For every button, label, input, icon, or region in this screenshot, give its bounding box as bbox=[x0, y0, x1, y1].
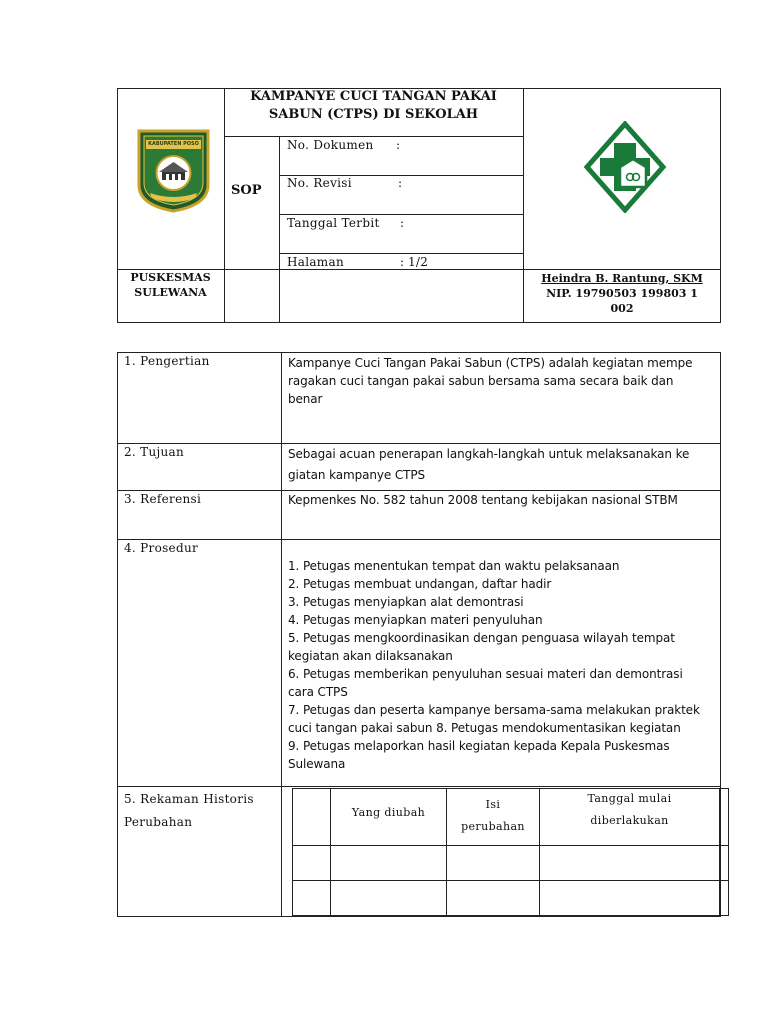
field-label: No. Revisi bbox=[287, 176, 352, 190]
procedure-item: 5. Petugas mengkoordinasikan dengan penguasa wilayah tempat bbox=[288, 631, 675, 645]
content-divider bbox=[117, 786, 721, 787]
procedure-item: Sulewana bbox=[288, 757, 346, 771]
field-no-dokumen bbox=[287, 138, 374, 152]
field-label: No. Dokumen bbox=[287, 138, 374, 152]
label-rekaman-line-1: 5. Rekaman Historis bbox=[124, 792, 254, 806]
content-divider bbox=[117, 539, 721, 540]
revision-divider bbox=[292, 880, 729, 881]
header-divider bbox=[279, 253, 523, 254]
referensi-text bbox=[288, 491, 718, 509]
revision-divider bbox=[719, 788, 720, 916]
signer-block bbox=[523, 271, 721, 316]
label-referensi: 3. Referensi bbox=[124, 492, 202, 506]
field-separator: : bbox=[398, 176, 403, 190]
header-divider bbox=[224, 136, 523, 137]
label-tujuan: 2. Tujuan bbox=[124, 445, 185, 459]
label-rekaman-line-2: Perubahan bbox=[124, 815, 193, 829]
content-divider bbox=[281, 352, 282, 917]
procedure-item: 3. Petugas menyiapkan alat demontrasi bbox=[288, 595, 524, 609]
procedure-item: kegiatan akan dilaksanakan bbox=[288, 649, 453, 663]
col-tanggal-mulai bbox=[540, 788, 719, 832]
procedure-item: cuci tangan pakai sabun 8. Petugas mendokumentasikan kegiatan bbox=[288, 721, 681, 735]
field-no-revisi bbox=[287, 176, 352, 190]
field-separator: : bbox=[400, 216, 405, 230]
col-isi-line-1: Isi bbox=[485, 798, 501, 811]
field-halaman bbox=[287, 255, 344, 269]
title-line-1: KAMPANYE CUCI TANGAN PAKAI bbox=[250, 89, 497, 104]
procedure-item: 9. Petugas melaporkan hasil kegiatan kepada Kepala Puskesmas bbox=[288, 739, 670, 753]
text-line: Kepmenkes No. 582 tahun 2008 tentang kebijakan nasional STBM bbox=[288, 493, 678, 507]
org-line-1: PUSKESMAS bbox=[130, 271, 211, 284]
tujuan-text bbox=[288, 444, 718, 486]
logo-caption: KABUPATEN POSO bbox=[148, 141, 199, 147]
text-line: ragakan cuci tangan pakai sabun bersama sama secara baik dan bbox=[288, 374, 674, 388]
text-line: Sebagai acuan penerapan langkah-langkah untuk melaksanakan ke bbox=[288, 447, 690, 461]
procedure-item: 2. Petugas membuat undangan, daftar hadir bbox=[288, 577, 552, 591]
revision-divider bbox=[292, 845, 729, 846]
field-tanggal-terbit bbox=[287, 216, 380, 230]
kabupaten-poso-logo bbox=[136, 127, 211, 213]
field-separator: : bbox=[400, 255, 405, 269]
pengertian-text bbox=[288, 354, 718, 408]
sop-label: SOP bbox=[231, 183, 262, 198]
field-value: 1/2 bbox=[408, 255, 429, 269]
procedure-item: cara CTPS bbox=[288, 685, 348, 699]
label-pengertian: 1. Pengertian bbox=[124, 354, 210, 368]
label-prosedur: 4. Prosedur bbox=[124, 541, 199, 555]
document-title bbox=[224, 88, 523, 124]
procedure-item: 1. Petugas menentukan tempat dan waktu pelaksanaan bbox=[288, 559, 620, 573]
field-label: Tanggal Terbit bbox=[287, 216, 380, 230]
signer-nip-line-2: 002 bbox=[610, 302, 634, 315]
procedure-item: 4. Petugas menyiapkan materi penyuluhan bbox=[288, 613, 543, 627]
col-isi-line-2: perubahan bbox=[461, 820, 525, 833]
text-line: Kampanye Cuci Tangan Pakai Sabun (CTPS) adalah kegiatan mempe bbox=[288, 356, 693, 370]
procedure-item: 7. Petugas dan peserta kampanye bersama-sama melakukan praktek bbox=[288, 703, 700, 717]
signer-name: Heindra B. Rantung, SKM bbox=[541, 272, 703, 285]
prosedur-list bbox=[288, 557, 718, 773]
col-yang-diubah: Yang diubah bbox=[351, 806, 426, 819]
title-line-2: SABUN (CTPS) DI SEKOLAH bbox=[268, 107, 479, 122]
col-tanggal-line-1: Tanggal mulai bbox=[587, 792, 672, 805]
puskesmas-logo bbox=[583, 121, 667, 213]
field-separator: : bbox=[396, 138, 401, 152]
organization-name bbox=[117, 270, 224, 300]
header-divider bbox=[279, 269, 721, 270]
field-label: Halaman bbox=[287, 255, 344, 269]
text-line: benar bbox=[288, 392, 323, 406]
org-line-2: SULEWANA bbox=[134, 286, 207, 299]
label-rekaman bbox=[124, 788, 254, 834]
col-isi-perubahan bbox=[447, 794, 539, 838]
procedure-item: 6. Petugas memberikan penyuluhan sesuai materi dan demontrasi bbox=[288, 667, 683, 681]
header-divider bbox=[279, 214, 523, 215]
header-divider bbox=[279, 136, 280, 323]
signer-nip-line-1: NIP. 19790503 199803 1 bbox=[546, 287, 698, 300]
text-line: giatan kampanye CTPS bbox=[288, 468, 426, 482]
col-tanggal-line-2: diberlakukan bbox=[590, 814, 669, 827]
